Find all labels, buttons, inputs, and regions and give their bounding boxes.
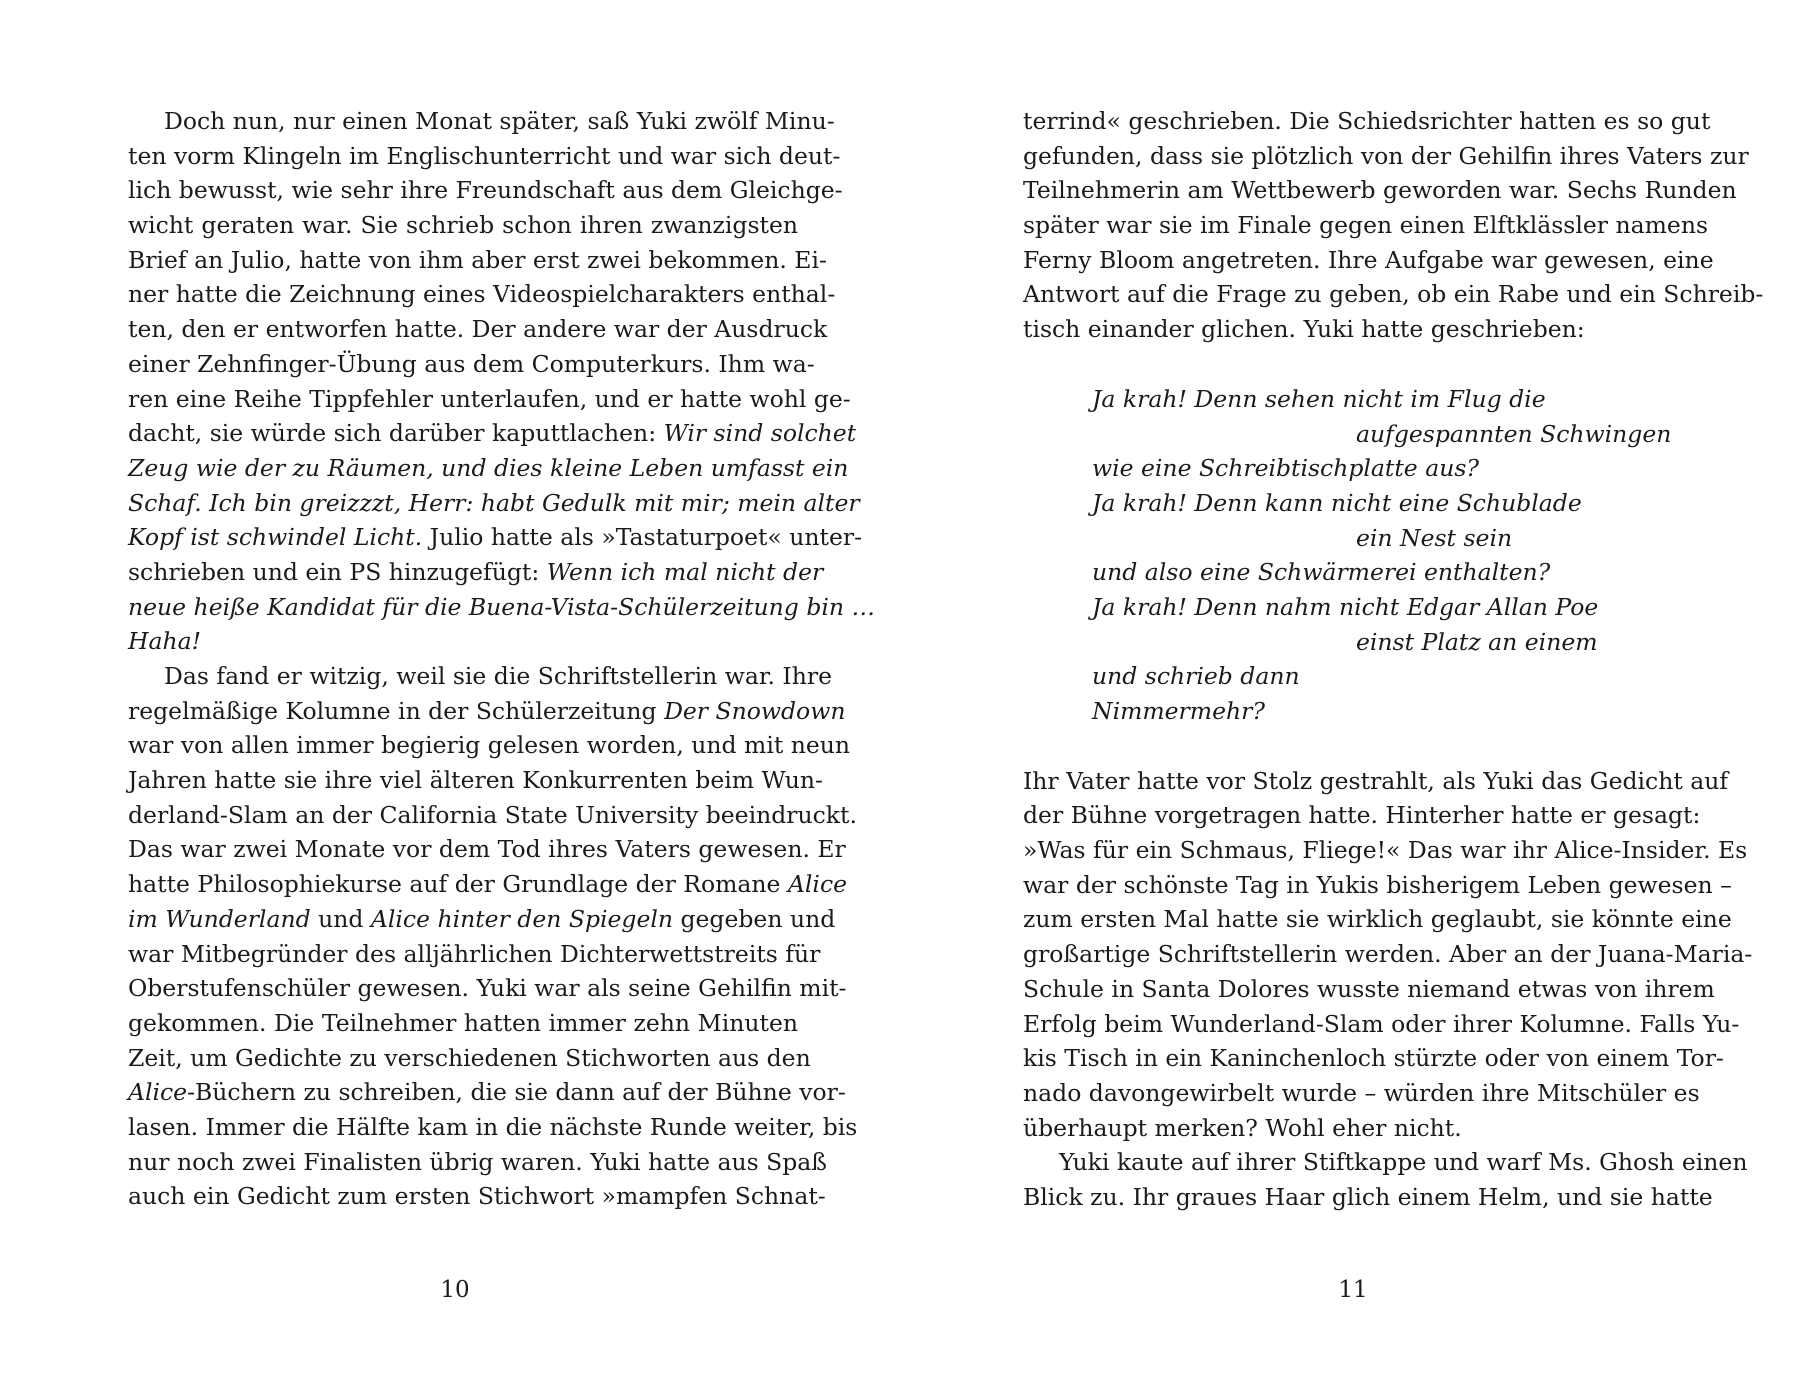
italic-text: Wir sind solchet — [663, 419, 857, 448]
text-run: war Mitbegründer des alljährlichen Dichterwettstreits für — [128, 939, 821, 968]
text-line — [1023, 139, 1749, 174]
text-line — [1023, 243, 1714, 278]
text-run: derland-Slam an der California State University beeindruckt. — [128, 800, 857, 829]
text-run: Doch nun, nur einen Monat später, saß Yuki zwölf Minu- — [164, 107, 835, 135]
text-line — [128, 208, 798, 243]
poem-line: wie eine Schreibtischplatte aus? — [1092, 454, 1479, 483]
text-run: Das fand er witzig, weil sie die Schriftstellerin war. Ihre — [164, 662, 832, 690]
poem-stanza — [1023, 382, 1693, 729]
text-run: Jahren hatte sie ihre viel älteren Konkurrenten beim Wun- — [128, 766, 823, 795]
text-line — [1023, 833, 1748, 868]
text-line — [1023, 937, 1753, 972]
text-line — [128, 763, 823, 798]
text-line — [1023, 1145, 1748, 1180]
text-run: Oberstufenschüler gewesen. Yuki war als seine Gehilfin mit- — [128, 974, 847, 1003]
text-run: Erfolg beim Wunderland-Slam oder ihrer Kolumne. Falls Yu- — [1023, 1009, 1740, 1038]
text-run: später war sie im Finale gegen einen Elftklässler namens — [1023, 211, 1709, 240]
stanza-gap — [1023, 347, 1693, 382]
text-line — [1023, 1111, 1693, 1146]
text-run: Antwort auf die Frage zu geben, ob ein Rabe und ein Schreib- — [1023, 280, 1764, 309]
text-line — [1023, 173, 1737, 208]
text-line — [128, 590, 875, 625]
text-run: wicht geraten war. Sie schrieb schon ihren zwanzigsten — [128, 211, 798, 240]
italic-text: Zeug wie der zu Räumen, und dies kleine Leben umfasst ein — [128, 453, 849, 482]
text-run: der Bühne vorgetragen hatte. Hinterher hatte er gesagt: — [1023, 801, 1701, 830]
page-number-right: 11 — [1338, 1277, 1368, 1303]
text-line — [1023, 798, 1701, 833]
text-run: war der schönste Tag in Yukis bisherigem Leben gewesen – — [1023, 870, 1732, 899]
text-line — [128, 1179, 826, 1214]
text-run: gefunden, dass sie plötzlich von der Gehilfin ihres Vaters zur — [1023, 141, 1749, 170]
text-line — [128, 173, 843, 208]
italic-text: im Wunderland — [128, 904, 311, 933]
poem-line: aufgespannten Schwingen — [1356, 419, 1672, 448]
poem-line: Ja krah! Denn nahm nicht Edgar Allan Poe — [1092, 592, 1599, 621]
text-run: großartige Schriftstellerin werden. Aber an der Juana-Maria- — [1023, 940, 1753, 969]
text-line — [128, 555, 824, 590]
text-run: gekommen. Die Teilnehmer hatten immer zehn Minuten — [128, 1008, 798, 1037]
text-run: Schule in Santa Dolores wusste niemand etwas von ihrem — [1023, 974, 1715, 1003]
text-run: zum ersten Mal hatte sie wirklich geglaubt, sie könnte eine — [1023, 905, 1732, 934]
text-line — [128, 347, 815, 382]
text-line — [128, 694, 846, 729]
text-line — [128, 659, 832, 694]
text-line — [1023, 902, 1732, 937]
text-run: -Büchern zu schreiben, die sie dann auf der Bühne vor- — [187, 1078, 846, 1107]
text-line — [128, 832, 846, 867]
text-run: überhaupt merken? Wohl eher nicht. — [1023, 1113, 1462, 1142]
text-run: ner hatte die Zeichnung eines Videospielcharakters enthal- — [128, 280, 836, 309]
italic-text: Alice — [128, 1078, 188, 1107]
text-run: nado davongewirbelt wurde – würden ihre Mitschüler es — [1023, 1078, 1700, 1107]
text-line — [128, 971, 847, 1006]
italic-text: Schaf. Ich bin greizzzt, Herr: habt Gedulk mit mir; mein alter — [128, 488, 860, 517]
left-page-text — [128, 104, 875, 1214]
text-run: Ihr Vater hatte vor Stolz gestrahlt, als Yuki das Gedicht auf — [1023, 766, 1729, 795]
text-line — [128, 1041, 811, 1076]
text-run: tisch einander glichen. Yuki hatte geschrieben: — [1023, 315, 1585, 344]
text-line — [128, 451, 849, 486]
right-page — [1023, 104, 1764, 1215]
text-run: und — [310, 904, 371, 933]
italic-text: Wenn ich mal nicht der — [546, 557, 824, 586]
stanza-gap — [1023, 729, 1693, 764]
text-line — [128, 243, 827, 278]
text-line — [128, 277, 836, 312]
text-line — [128, 1110, 858, 1145]
text-run: gegeben und — [673, 904, 836, 933]
poem-line: einst Platz an einem — [1356, 627, 1598, 656]
text-run: einer Zehnfinger-Übung aus dem Computerkurs. Ihm wa- — [128, 349, 815, 378]
text-run: schrieben und ein PS hinzugefügt: — [128, 557, 547, 586]
text-run: Julio hatte als »Tastaturpoet« unter- — [422, 523, 863, 552]
text-run: Yuki kaute auf ihrer Stiftkappe und warf Ms. Ghosh einen — [1059, 1148, 1748, 1177]
text-line — [1023, 1041, 1724, 1076]
text-line — [128, 1075, 846, 1110]
text-run: nur noch zwei Finalisten übrig waren. Yuki hatte aus Spaß — [128, 1147, 827, 1176]
right-page-text-bottom — [1023, 764, 1753, 1215]
poem-line: Ja krah! Denn sehen nicht im Flug die — [1092, 384, 1546, 413]
text-line — [128, 798, 857, 833]
text-run: lasen. Immer die Hälfte kam in die nächste Runde weiter, bis — [128, 1112, 858, 1141]
text-run: kis Tisch in ein Kaninchenloch stürzte oder von einem Tor- — [1023, 1044, 1724, 1073]
text-run: Brief an Julio, hatte von ihm aber erst zwei bekommen. Ei- — [128, 245, 827, 274]
text-line — [1023, 104, 1711, 139]
text-run: Ferny Bloom angetreten. Ihre Aufgabe war gewesen, eine — [1023, 245, 1714, 274]
text-line — [128, 486, 860, 521]
text-line — [128, 416, 857, 451]
text-line — [1023, 972, 1715, 1007]
text-run: dacht, sie würde sich darüber kaputtlachen: — [128, 419, 664, 448]
text-line — [1023, 764, 1729, 799]
text-line — [128, 728, 851, 763]
poem-line: und also eine Schwärmerei enthalten? — [1092, 558, 1551, 587]
text-run: Das war zwei Monate vor dem Tod ihres Vaters gewesen. Er — [128, 835, 846, 864]
italic-text: neue heiße Kandidat für die Buena-Vista-Schülerzeitung bin … — [128, 592, 875, 621]
text-line — [128, 624, 798, 659]
text-line — [1023, 868, 1732, 903]
text-line — [1023, 208, 1709, 243]
text-run: ten, den er entworfen hatte. Der andere war der Ausdruck — [128, 315, 828, 344]
text-run: lich bewusst, wie sehr ihre Freundschaft aus dem Gleichge- — [128, 176, 843, 205]
text-line — [1023, 312, 1693, 347]
italic-text: Haha! — [128, 627, 202, 656]
text-run: »Was für ein Schmaus, Fliege!« Das war ihr Alice-Insider. Es — [1023, 836, 1748, 865]
text-run: war von allen immer begierig gelesen worden, und mit neun — [128, 731, 851, 760]
text-run: terrind« geschrieben. Die Schiedsrichter hatten es so gut — [1023, 107, 1711, 135]
text-run: ren eine Reihe Tippfehler unterlaufen, und er hatte wohl ge- — [128, 384, 851, 413]
text-run: Blick zu. Ihr graues Haar glich einem Helm, und sie hatte — [1023, 1182, 1713, 1211]
page-number-left: 10 — [440, 1277, 470, 1303]
text-line — [128, 937, 821, 972]
italic-text: Kopf ist schwindel Licht. — [128, 523, 423, 552]
text-line — [128, 867, 848, 902]
text-line — [1023, 277, 1764, 312]
text-run: hatte Philosophiekurse auf der Grundlage der Romane — [128, 870, 788, 899]
text-line — [128, 312, 828, 347]
text-line — [128, 1145, 827, 1180]
right-page-text-top — [1023, 104, 1764, 347]
text-run: auch ein Gedicht zum ersten Stichwort »mampfen Schnat- — [128, 1182, 826, 1211]
text-line — [128, 520, 863, 555]
text-line — [128, 1006, 798, 1041]
poem-line: Nimmermehr? — [1092, 697, 1265, 725]
poem-line: Ja krah! Denn kann nicht eine Schublade — [1092, 488, 1582, 517]
text-line — [1023, 1180, 1713, 1215]
italic-text: Der Snowdown — [664, 696, 846, 725]
text-line — [128, 139, 841, 174]
text-run: Teilnehmerin am Wettbewerb geworden war. Sechs Runden — [1023, 176, 1737, 205]
text-line — [1023, 1076, 1700, 1111]
left-page — [128, 104, 875, 1214]
text-run: regelmäßige Kolumne in der Schülerzeitung — [128, 696, 665, 725]
text-line — [128, 382, 851, 417]
text-run: Zeit, um Gedichte zu verschiedenen Stichworten aus den — [128, 1043, 811, 1072]
text-line — [1023, 1007, 1740, 1042]
text-line — [128, 902, 836, 937]
text-run: ten vorm Klingeln im Englischunterricht und war sich deut- — [128, 141, 841, 170]
poem-line: ein Nest sein — [1356, 523, 1513, 552]
text-line — [128, 104, 835, 139]
italic-text: Alice — [787, 870, 848, 899]
italic-text: Alice hinter den Spiegeln — [370, 904, 674, 933]
poem-line: und schrieb dann — [1092, 662, 1300, 691]
